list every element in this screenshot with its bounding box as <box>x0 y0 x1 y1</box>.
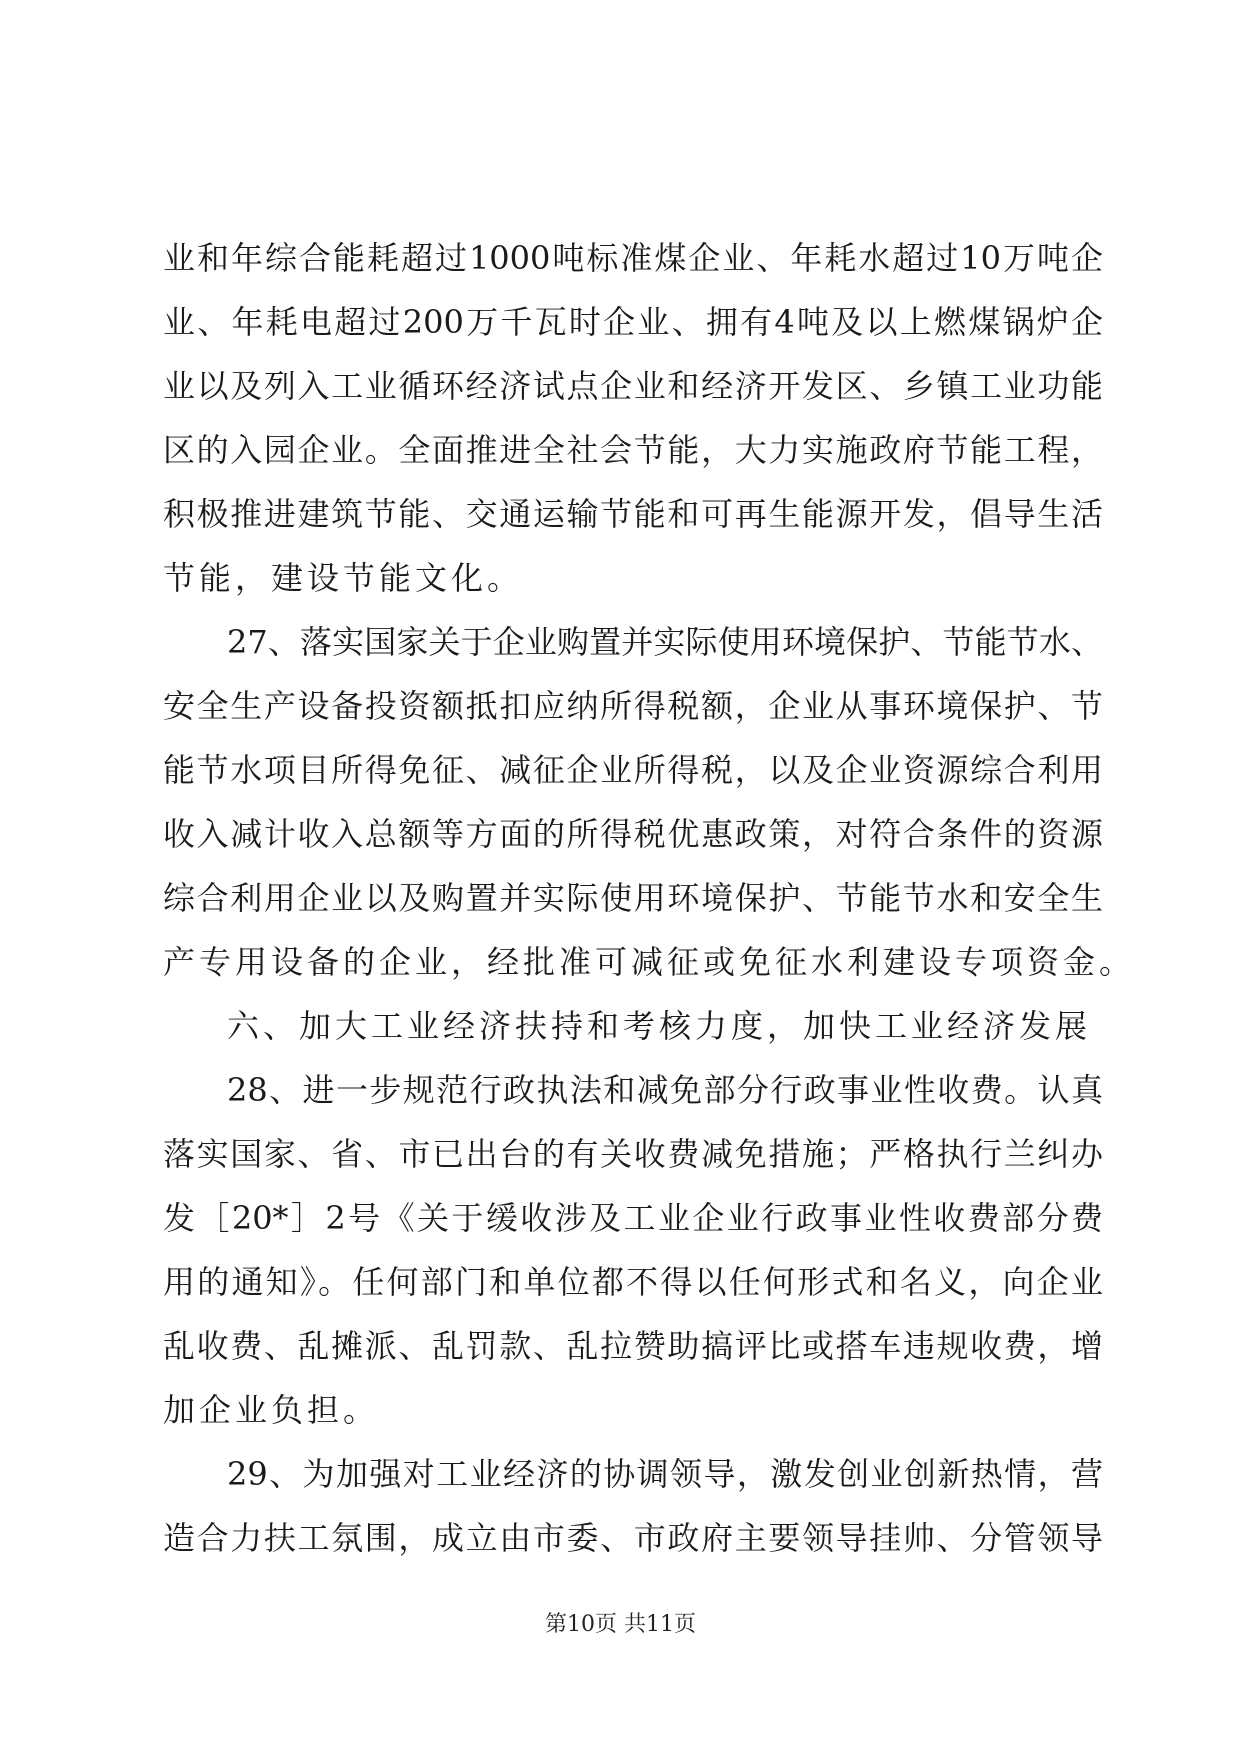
text-line: 用的通知》。任何部门和单位都不得以任何形式和名义，向企业 <box>163 1263 1103 1301</box>
text-line: 29、为加强对工业经济的协调领导，激发创业创新热情，营 <box>227 1455 1103 1493</box>
text-line: 乱收费、乱摊派、乱罚款、乱拉赞助搞评比或搭车违规收费，增 <box>163 1327 1103 1365</box>
text-line: 积极推进建筑节能、交通运输节能和可再生能源开发，倡导生活 <box>163 495 1103 533</box>
text-line: 落实国家、省、市已出台的有关收费减免措施；严格执行兰纠办 <box>163 1135 1103 1173</box>
text-line: 能节水项目所得免征、减征企业所得税，以及企业资源综合利用 <box>163 751 1103 789</box>
text-line: 发［20*］2号《关于缓收涉及工业企业行政事业性收费部分费 <box>163 1199 1103 1237</box>
text-line: 安全生产设备投资额抵扣应纳所得税额，企业从事环境保护、节 <box>163 687 1103 725</box>
document-body <box>163 226 1136 1570</box>
text-line: 业和年综合能耗超过1000吨标准煤企业、年耗水超过10万吨企 <box>163 239 1103 277</box>
text-line: 业以及列入工业循环经济试点企业和经济开发区、乡镇工业功能 <box>163 367 1103 405</box>
text-line: 业、年耗电超过200万千瓦时企业、拥有4吨及以上燃煤锅炉企 <box>163 303 1103 341</box>
text-line: 收入减计收入总额等方面的所得税优惠政策，对符合条件的资源 <box>163 815 1103 853</box>
page-footer <box>0 1610 1241 1640</box>
text-line: 造合力扶工氛围，成立由市委、市政府主要领导挂帅、分管领导 <box>163 1519 1103 1557</box>
page-number-label: 第10页 共11页 <box>545 1612 696 1637</box>
text-line: 区的入园企业。全面推进全社会节能，大力实施政府节能工程， <box>163 431 1103 469</box>
text-line: 节能，建设节能文化。 <box>163 559 524 597</box>
text-line: 加企业负担。 <box>163 1391 380 1429</box>
text-line: 六、加大工业经济扶持和考核力度，加快工业经济发展 <box>227 1007 1092 1045</box>
text-line: 28、进一步规范行政执法和减免部分行政事业性收费。认真 <box>227 1071 1103 1109</box>
text-line: 27、落实国家关于企业购置并实际使用环境保护、节能节水、 <box>227 623 1103 661</box>
text-line: 产专用设备的企业，经批准可减征或免征水利建设专项资金。 <box>163 943 1136 981</box>
text-line: 综合利用企业以及购置并实际使用环境保护、节能节水和安全生 <box>163 879 1103 917</box>
